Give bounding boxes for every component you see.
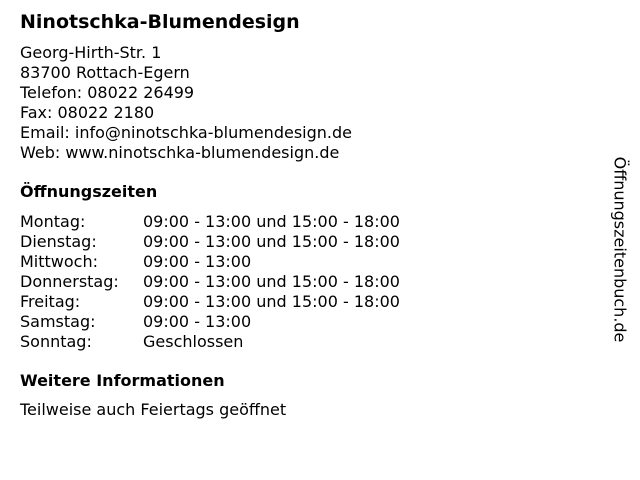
hours-row-sunday	[20, 332, 400, 352]
business-card	[20, 9, 580, 420]
time-value: 09:00 - 13:00 und 15:00 - 18:00	[143, 292, 400, 311]
day-label: Dienstag:	[20, 232, 97, 251]
time-value: 09:00 - 13:00	[143, 252, 252, 271]
hours-row-wednesday	[20, 252, 400, 272]
email-label: Email:	[20, 123, 75, 142]
time-value: 09:00 - 13:00 und 15:00 - 18:00	[143, 232, 400, 251]
hours-row-thursday	[20, 272, 400, 292]
business-name: Ninotschka-Blumendesign	[20, 11, 300, 33]
contact-details	[20, 43, 580, 163]
opening-hours-table	[20, 212, 400, 352]
hours-row-tuesday	[20, 232, 400, 252]
email-line	[20, 123, 580, 143]
info-text: Teilweise auch Feiertags geöffnet	[20, 400, 287, 419]
city-address: 83700 Rottach-Egern	[20, 63, 190, 82]
day-label: Sonntag:	[20, 332, 92, 351]
street-address: Georg-Hirth-Str. 1	[20, 43, 162, 62]
site-brand	[600, 134, 640, 364]
phone-line: Telefon: 08022 26499	[20, 83, 195, 102]
web-line	[20, 143, 580, 163]
hours-row-monday	[20, 212, 400, 232]
time-value: 09:00 - 13:00 und 15:00 - 18:00	[143, 212, 400, 231]
time-value: 09:00 - 13:00 und 15:00 - 18:00	[143, 272, 400, 291]
day-label: Samstag:	[20, 312, 96, 331]
hours-heading: Öffnungszeiten	[20, 182, 158, 201]
fax-line: Fax: 08022 2180	[20, 103, 155, 122]
hours-row-friday	[20, 292, 400, 312]
web-link[interactable]: www.ninotschka-blumendesign.de	[65, 143, 340, 162]
email-link[interactable]: info@ninotschka-blumendesign.de	[74, 123, 352, 142]
info-heading: Weitere Informationen	[20, 371, 225, 390]
day-label: Freitag:	[20, 292, 81, 311]
time-value: Geschlossen	[143, 332, 244, 351]
site-brand-text[interactable]: Öffnungszeitenbuch.de	[610, 156, 630, 342]
day-label: Montag:	[20, 212, 86, 231]
day-label: Mittwoch:	[20, 252, 98, 271]
hours-row-saturday	[20, 312, 400, 332]
web-label: Web:	[20, 143, 66, 162]
time-value: 09:00 - 13:00	[143, 312, 252, 331]
day-label: Donnerstag:	[20, 272, 119, 291]
